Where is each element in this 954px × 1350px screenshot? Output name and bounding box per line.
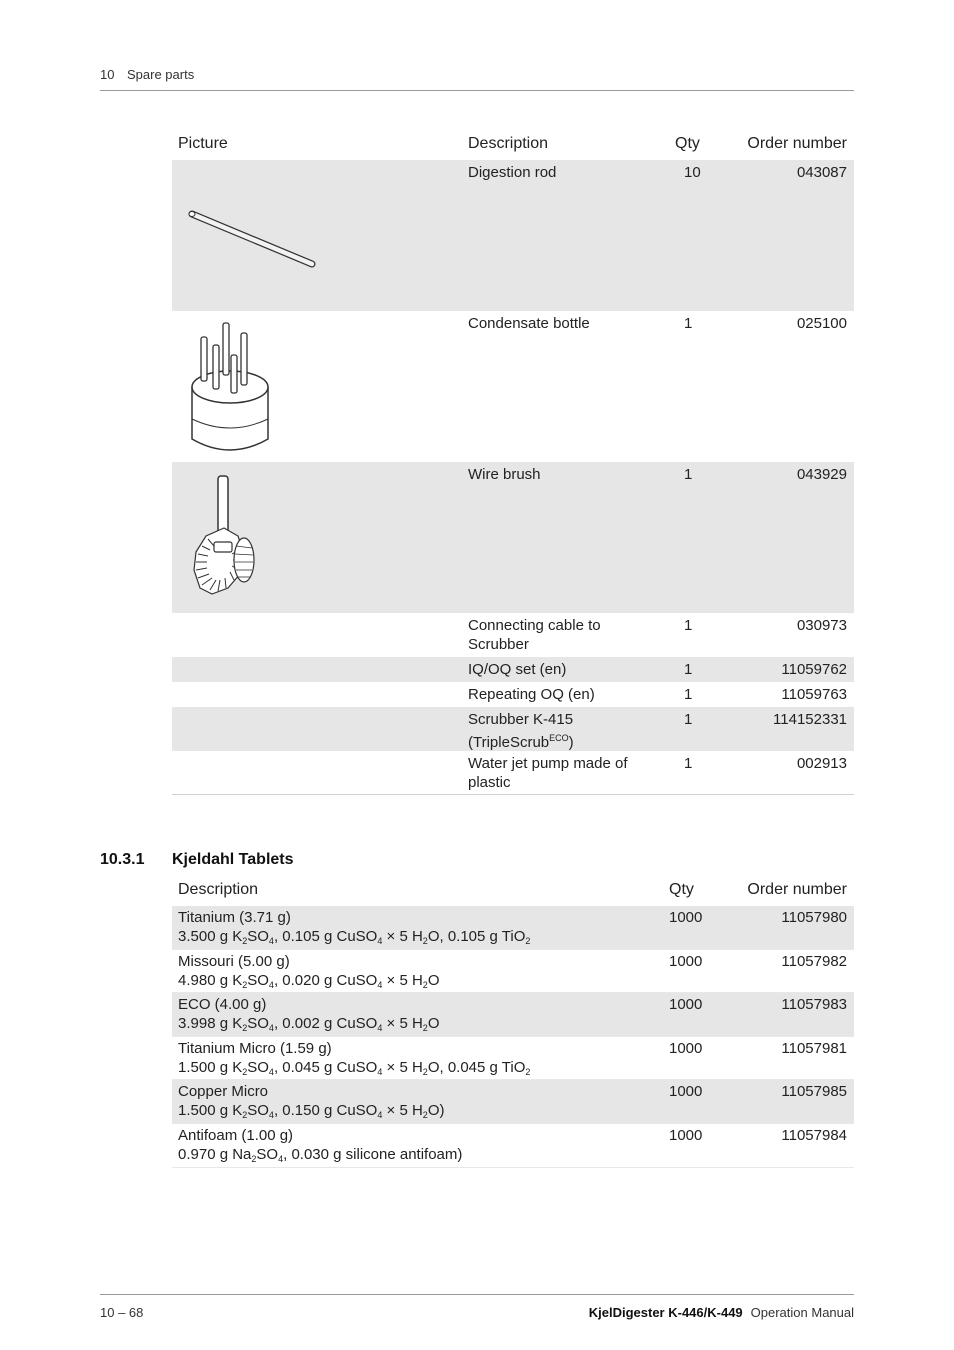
tablet-name: Titanium (3.71 g) xyxy=(178,909,291,926)
tablet-order-number: 11057983 xyxy=(781,996,847,1014)
col-header-description: Description xyxy=(178,881,259,898)
running-footer xyxy=(100,1294,854,1324)
product-name: KjelDigester K-446/K-449 xyxy=(588,1305,743,1320)
tablet-composition: 0.970 g $Na_2SO_4$, 0.030 g silicone antifoam) xyxy=(178,1145,463,1164)
tablet-name: Copper Micro xyxy=(178,1083,269,1101)
part-qty: 1 xyxy=(684,711,693,728)
table-row xyxy=(172,462,854,613)
tablet-name: Missouri (5.00 g) xyxy=(178,952,290,970)
spare-parts-table xyxy=(172,130,854,795)
table-row xyxy=(172,707,854,751)
part-description-tail: ) xyxy=(568,734,574,751)
part-description: IQ/OQ set (en) xyxy=(468,661,567,678)
part-description xyxy=(468,710,648,752)
footer-doc-title xyxy=(589,1305,854,1320)
part-description: Water jet pump made of plastic xyxy=(468,755,628,791)
table-row xyxy=(172,1124,854,1168)
tablet-qty: 1000 xyxy=(669,952,703,970)
kjeldahl-tablets-table xyxy=(172,878,854,1168)
tablet-composition: 4.980 g $K_2SO_4$, 0.020 g CuSO$_4$ × 5 $H_2O$ xyxy=(178,971,440,990)
tablet-composition: 3.998 g $K_2SO_4$, 0.002 g CuSO$_4$ × 5 $H_2O$ xyxy=(178,1015,440,1034)
tablet-qty: 1000 xyxy=(669,1126,703,1144)
part-qty: 10 xyxy=(684,164,701,181)
part-order-number: 11059762 xyxy=(781,661,847,678)
part-description-line1: Scrubber K-415 xyxy=(468,711,574,728)
part-qty: 1 xyxy=(684,315,693,332)
part-order-number: 025100 xyxy=(796,315,847,332)
table-header-row xyxy=(172,130,854,160)
tablet-order-number: 11057985 xyxy=(781,1083,847,1101)
tablet-name: Antifoam (1.00 g) xyxy=(178,1126,294,1144)
part-description: Condensate bottle xyxy=(468,315,590,332)
part-qty: 1 xyxy=(684,661,693,678)
part-description-line2: (TripleScrub xyxy=(468,734,550,751)
col-header-description: Description xyxy=(468,135,549,152)
tablet-name: ECO (4.00 g) xyxy=(178,996,267,1014)
part-qty: 1 xyxy=(684,466,693,483)
digestion-rod-illustration xyxy=(186,208,318,270)
part-order-number: 043929 xyxy=(796,466,847,483)
table-row xyxy=(172,993,854,1037)
section-heading xyxy=(100,851,294,869)
part-order-number: 11059763 xyxy=(781,686,847,703)
tablet-qty: 1000 xyxy=(669,996,703,1014)
tablet-composition: 1.500 g $K_2SO_4$, 0.150 g CuSO$_4$ × 5 $H_2O$) xyxy=(178,1102,445,1121)
col-header-qty: Qty xyxy=(669,881,694,898)
part-order-number: 030973 xyxy=(796,617,847,634)
tablet-composition: 1.500 g $K_2SO_4$, 0.045 g CuSO$_4$ × 5 $H_2O$, 0.045 g TiO$_2$ xyxy=(178,1058,531,1077)
table-row xyxy=(172,311,854,462)
table-row xyxy=(172,1080,854,1124)
table-row xyxy=(172,950,854,994)
part-description: Repeating OQ (en) xyxy=(468,686,595,703)
section-number: 10.3.1 xyxy=(100,851,145,868)
part-qty: 1 xyxy=(684,617,693,634)
table-row xyxy=(172,657,854,682)
tablet-composition: 3.500 g $K_2SO_4$, 0.105 g CuSO$_4$ × 5 $H_2O$, 0.105 g TiO$_2$ xyxy=(178,928,531,946)
tablet-qty: 1000 xyxy=(669,1039,703,1057)
part-description: Connecting cable to Scrubber xyxy=(468,617,601,653)
table-row xyxy=(172,160,854,311)
table-row xyxy=(172,906,854,950)
running-header xyxy=(100,67,854,91)
table-row xyxy=(172,751,854,795)
table-row xyxy=(172,682,854,707)
doc-type: Operation Manual xyxy=(750,1305,854,1320)
part-description: Wire brush xyxy=(468,466,541,483)
tablet-order-number: 11057982 xyxy=(781,952,847,970)
part-order-number: 114152331 xyxy=(773,711,847,728)
part-order-number: 043087 xyxy=(796,164,847,181)
table-row xyxy=(172,613,854,657)
tablet-order-number: 11057981 xyxy=(781,1039,847,1057)
col-header-picture: Picture xyxy=(178,135,228,152)
tablet-name: Titanium Micro (1.59 g) xyxy=(178,1039,332,1057)
eco-superscript: ECO xyxy=(549,733,569,743)
page-number: 10 – 68 xyxy=(100,1305,144,1320)
part-order-number: 002913 xyxy=(796,755,847,772)
col-header-order-number: Order number xyxy=(747,881,847,898)
tablet-order-number: 11057980 xyxy=(781,909,847,926)
wire-brush-illustration xyxy=(188,470,268,602)
col-header-order-number: Order number xyxy=(747,135,847,152)
table-row xyxy=(172,1037,854,1081)
part-qty: 1 xyxy=(684,686,693,703)
header-section-title: Spare parts xyxy=(127,67,195,82)
col-header-qty: Qty xyxy=(675,135,700,152)
section-title: Kjeldahl Tablets xyxy=(172,851,294,868)
tablet-order-number: 11057984 xyxy=(781,1126,847,1144)
tablet-qty: 1000 xyxy=(669,909,703,926)
tablet-qty: 1000 xyxy=(669,1083,703,1101)
condensate-bottle-illustration xyxy=(186,319,276,457)
part-qty: 1 xyxy=(684,755,693,772)
table-header-row xyxy=(172,878,854,906)
part-description: Digestion rod xyxy=(468,164,557,181)
header-section-number: 10 xyxy=(100,67,115,82)
